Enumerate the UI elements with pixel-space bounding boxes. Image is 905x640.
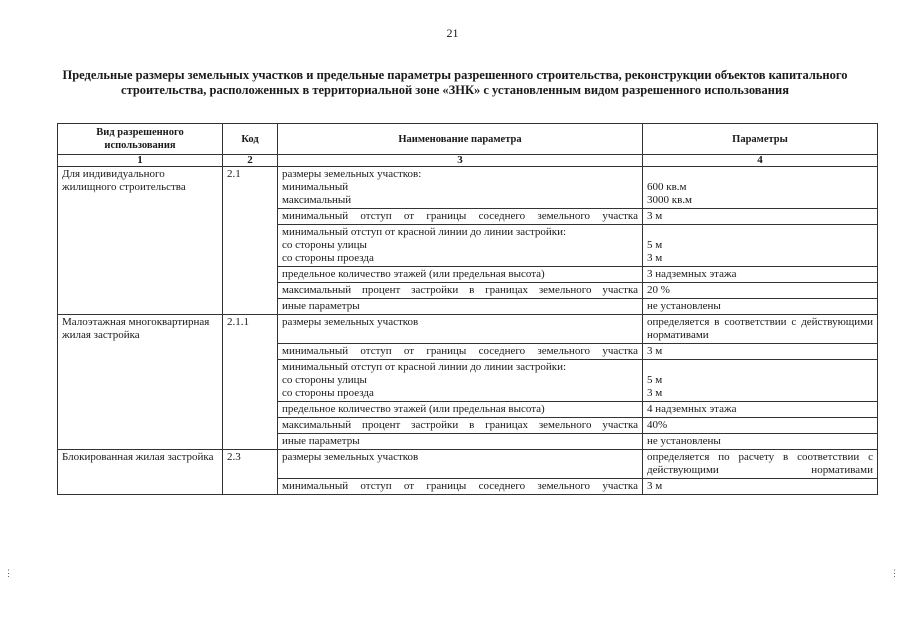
value-cell: 4 надземных этажа — [643, 402, 878, 418]
param-line: максимальный — [282, 194, 352, 206]
use-cell: Для индивидуального жилищного строительства — [58, 167, 223, 315]
value-line: 5 м — [647, 374, 663, 386]
value-line: 5 м — [647, 239, 663, 251]
param-line: минимальный — [282, 181, 349, 193]
parameters-table — [57, 123, 878, 495]
header-code: Код — [223, 124, 278, 155]
param-cell: иные параметры — [278, 434, 643, 450]
value-cell: не установлены — [643, 434, 878, 450]
use-cell: Малоэтажная многоквартирная жилая застройка — [58, 315, 223, 450]
param-line: со стороны улицы — [282, 374, 367, 386]
value-cell: не установлены — [643, 299, 878, 315]
value-cell: 3 м — [643, 344, 878, 360]
param-line: со стороны улицы — [282, 239, 367, 251]
table-row — [58, 167, 878, 209]
param-cell — [278, 225, 643, 267]
table-row — [58, 315, 878, 344]
param-cell: минимальный отступ от границы соседнего земельного участка — [278, 479, 643, 495]
param-cell: предельное количество этажей (или предельная высота) — [278, 402, 643, 418]
param-cell: максимальный процент застройки в границах земельного участка — [278, 283, 643, 299]
value-cell: определяется в соответствии с действующими нормативами — [643, 315, 878, 344]
value-cell: 40% — [643, 418, 878, 434]
value-line: 3 м — [647, 387, 663, 399]
param-cell — [278, 167, 643, 209]
col-number: 4 — [643, 155, 878, 167]
col-number: 2 — [223, 155, 278, 167]
value-cell — [643, 225, 878, 267]
param-cell: размеры земельных участков — [278, 315, 643, 344]
param-cell: минимальный отступ от границы соседнего земельного участка — [278, 344, 643, 360]
value-cell: 3 надземных этажа — [643, 267, 878, 283]
value-line: 600 кв.м — [647, 181, 687, 193]
table-header-row — [58, 124, 878, 155]
param-line: со стороны проезда — [282, 387, 374, 399]
col-number: 3 — [278, 155, 643, 167]
param-cell: предельное количество этажей (или предельная высота) — [278, 267, 643, 283]
use-cell: Блокированная жилая застройка — [58, 450, 223, 495]
document-title: Предельные размеры земельных участков и предельные параметры разрешенного строительства, реконструкции объектов капитального строительства, расположенных в территориальной зоне «ЗНК» с установленным видом разрешенного использования — [62, 68, 848, 97]
header-value: Параметры — [643, 124, 878, 155]
param-line: размеры земельных участков: — [282, 168, 422, 180]
param-cell: иные параметры — [278, 299, 643, 315]
value-cell: 20 % — [643, 283, 878, 299]
value-cell: определяется по расчету в соответствии с действующими нормативами — [643, 450, 878, 479]
param-line: минимальный отступ от красной линии до линии застройки: — [282, 361, 567, 373]
value-cell: 3 м — [643, 209, 878, 225]
code-cell: 2.1.1 — [223, 315, 278, 450]
code-cell: 2.1 — [223, 167, 278, 315]
value-cell — [643, 167, 878, 209]
param-cell: максимальный процент застройки в границах земельного участка — [278, 418, 643, 434]
value-line: 3 м — [647, 252, 663, 264]
header-param: Наименование параметра — [278, 124, 643, 155]
header-use: Вид разрешенного использования — [58, 124, 223, 155]
value-line: 3000 кв.м — [647, 194, 692, 206]
param-cell: размеры земельных участков — [278, 450, 643, 479]
param-cell: минимальный отступ от границы соседнего земельного участка — [278, 209, 643, 225]
col-number: 1 — [58, 155, 223, 167]
param-cell — [278, 360, 643, 402]
column-number-row — [58, 155, 878, 167]
scan-edge-mark: ⋮ — [4, 568, 13, 578]
code-cell: 2.3 — [223, 450, 278, 495]
value-cell: 3 м — [643, 479, 878, 495]
param-line: со стороны проезда — [282, 252, 374, 264]
value-cell — [643, 360, 878, 402]
scan-edge-mark: ⋮ — [890, 568, 899, 578]
param-line: минимальный отступ от красной линии до линии застройки: — [282, 226, 567, 238]
page-number: 21 — [446, 26, 459, 40]
table-row — [58, 450, 878, 479]
